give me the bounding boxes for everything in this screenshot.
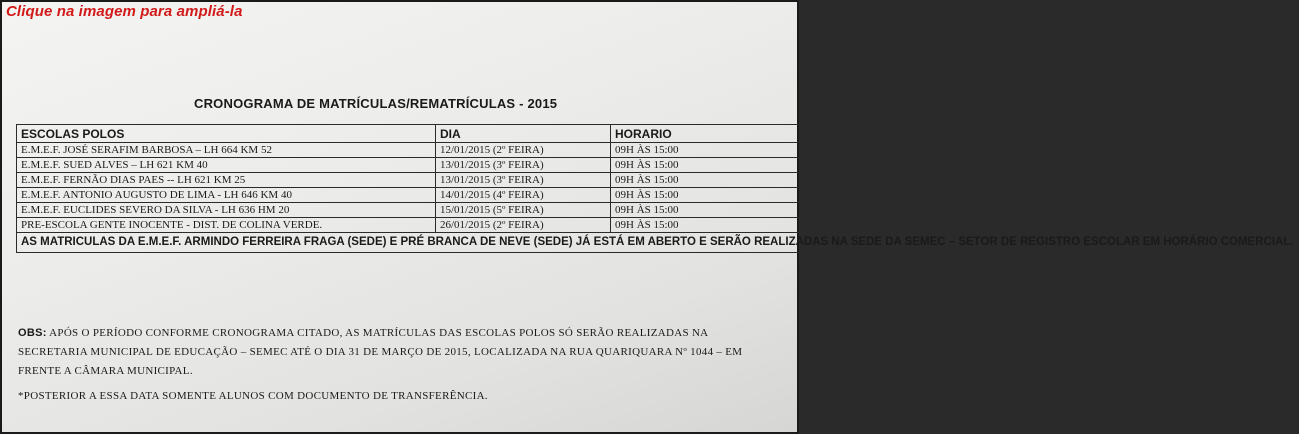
observation-paragraph [18, 324, 778, 381]
cell-school: E.M.E.F. JOSÉ SERAFIM BARBOSA – LH 664 KM 52 [17, 143, 436, 158]
transfer-notice: *POSTERIOR A ESSA DATA SOMENTE ALUNOS COM DOCUMENTO DE TRANSFERÊNCIA. [18, 390, 488, 402]
table-row [17, 218, 1299, 233]
header-schools: ESCOLAS POLOS [17, 125, 436, 143]
table-row [17, 203, 1299, 218]
cell-day: 12/01/2015 (2º FEIRA) [436, 143, 611, 158]
table-row [17, 173, 1299, 188]
cell-time: 09H ÀS 15:00 [611, 158, 1299, 173]
enlarge-caption[interactable]: Clique na imagem para ampliá-la [6, 3, 243, 20]
header-time: HORARIO [611, 125, 1299, 143]
cell-school: E.M.E.F. SUED ALVES – LH 621 KM 40 [17, 158, 436, 173]
cell-time: 09H ÀS 15:00 [611, 143, 1299, 158]
cell-school: PRE-ESCOLA GENTE INOCENTE - DIST. DE COLINA VERDE. [17, 218, 436, 233]
table-header-row [17, 125, 1299, 143]
header-day: DIA [436, 125, 611, 143]
enrollment-note: AS MATRICULAS DA E.M.E.F. ARMINDO FERREIRA FRAGA (SEDE) E PRÉ BRANCA DE NEVE (SEDE) JÁ ESTÁ EM ABERTO E SERÃO REALIZADAS NA SEDE DA SEMEC – SETOR DE REGISTRO ESCOLAR EM HORÁRIO COMERCIAL. [17, 233, 1299, 253]
cell-school: E.M.E.F. FERNÃO DIAS PAES -- LH 621 KM 25 [17, 173, 436, 188]
schedule-table [16, 124, 1299, 253]
cell-day: 15/01/2015 (5º FEIRA) [436, 203, 611, 218]
cell-school: E.M.E.F. EUCLIDES SEVERO DA SILVA - LH 636 HM 20 [17, 203, 436, 218]
table-row [17, 143, 1299, 158]
table-row [17, 188, 1299, 203]
obs-label: OBS: [18, 327, 47, 339]
cell-time: 09H ÀS 15:00 [611, 188, 1299, 203]
obs-text: APÓS O PERÍODO CONFORME CRONOGRAMA CITADO, AS MATRÍCULAS DAS ESCOLAS POLOS SÓ SERÃO REALIZADAS NA SECRETARIA MUNICIPAL DE EDUCAÇÃO – SEMEC ATÉ O DIA 31 DE MARÇO DE 2015, LOCALIZADA NA RUA QUARIQUARA Nº 1044 – EM FRENTE A CÂMARA MUNICIPAL. [18, 327, 743, 377]
table-note-row [17, 233, 1299, 253]
cell-time: 09H ÀS 15:00 [611, 173, 1299, 188]
cell-time: 09H ÀS 15:00 [611, 203, 1299, 218]
cell-school: E.M.E.F. ANTONIO AUGUSTO DE LIMA - LH 646 KM 40 [17, 188, 436, 203]
cell-day: 26/01/2015 (2º FEIRA) [436, 218, 611, 233]
page-title: CRONOGRAMA DE MATRÍCULAS/REMATRÍCULAS - 2015 [194, 96, 558, 111]
cell-time: 09H ÀS 15:00 [611, 218, 1299, 233]
cell-day: 14/01/2015 (4º FEIRA) [436, 188, 611, 203]
table-row [17, 158, 1299, 173]
cell-day: 13/01/2015 (3º FEIRA) [436, 173, 611, 188]
cell-day: 13/01/2015 (3º FEIRA) [436, 158, 611, 173]
